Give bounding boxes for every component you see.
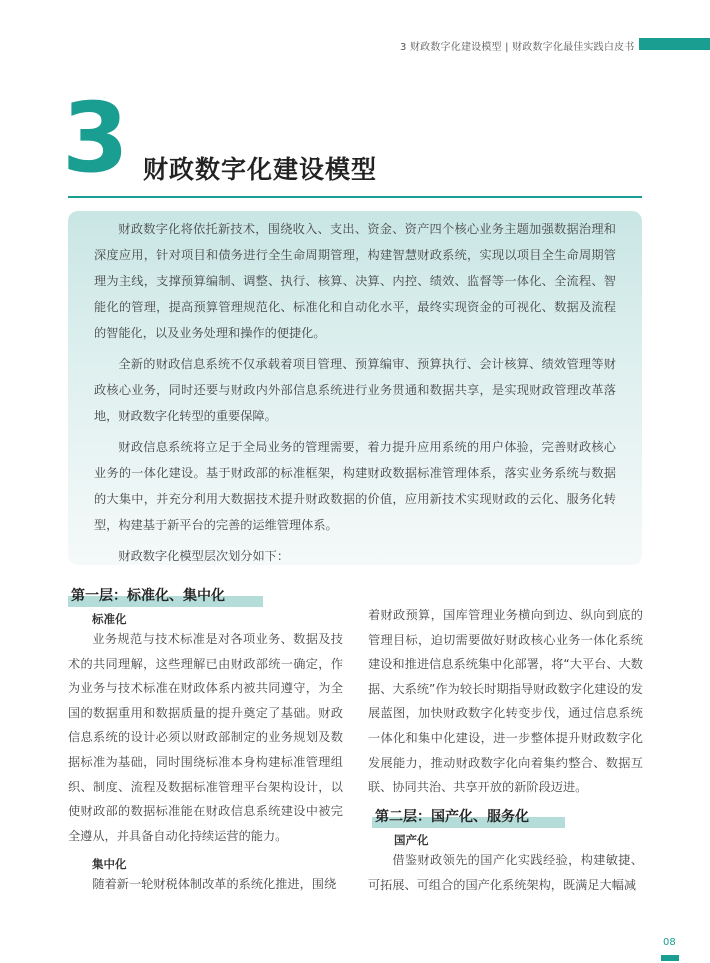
chapter-number: 3 (62, 82, 129, 194)
section2-heading-text: 第二层：国产化、服务化 (375, 809, 529, 825)
subsection-title-localization: 国产化 (394, 833, 429, 847)
title-divider (68, 196, 642, 198)
subsection-title-standardization: 标准化 (92, 612, 127, 626)
localization-text (368, 848, 643, 897)
centralization-text-cont (368, 603, 643, 800)
standardization-paragraph: 业务规范与技术标准是对各项业务、数据及技术的共同理解，这些理解已由财政部统一确定，作为业务与技术标准在财政体系内被共同遵守，为全国的数据重用和数据质量的提升奠定了基础。财政信息系统的设计必须以财政部制定的业务规划及数据标准为基础，同时围绕标准本身构建标准管理组织、制度、流程及数据标准管理平台架构设计，以使财政部的数据标准能在财政信息系统建设中被完全遵从，并具备自动化持续运营的能力。 (68, 632, 343, 843)
section1-heading (68, 583, 263, 609)
intro-text (94, 216, 616, 569)
intro-paragraph-1: 财政数字化将依托新技术，围绕收入、支出、资金、资产四个核心业务主题加强数据治理和深度应用，针对项目和债务进行全生命周期管理，构建智慧财政系统，实现以项目全生命周期管理为主线，支撑预算编制、调整、执行、核算、决算、内控、绩效、监督等一体化、全流程、智能化的管理，提高预算管理规范化、标准化和自动化水平，最终实现资金的可视化、数据及流程的智能化，以及业务处理和操作的便捷化。 (94, 222, 616, 340)
centralization-paragraph-cont: 着财政预算，国库管理业务横向到边、纵向到底的管理目标，迫切需要做好财政核心业务一体化系统建设和推进信息系统集中化部署，将“大平台、大数据、大系统”作为较长时期指导财政数字化建设的发展蓝图，加快财政数字化转变步伐，通过信息系统一体化和集中化建设，进一步整体提升财政数字化发展能力，推动财政数字化向着集约整合、数据互联、协同共治、共享开放的新阶段迈进。 (368, 608, 643, 795)
intro-paragraph-3: 财政信息系统将立足于全局业务的管理需要，着力提升应用系统的用户体验，完善财政核心业务的一体化建设。基于财政部的标准框架，构建财政数据标准管理体系，落实业务系统与数据的大集中，并充分利用大数据技术提升财政数据的价值，应用新技术实现财政的云化、服务化转型，构建基于新平台的完善的运维管理体系。 (94, 440, 616, 532)
intro-paragraph-4: 财政数字化模型层次划分如下： (118, 549, 290, 563)
page-number: 08 (663, 937, 676, 948)
intro-paragraph-2: 全新的财政信息系统不仅承载着项目管理、预算编审、预算执行、会计核算、绩效管理等财政核心业务，同时还要与财政内外部信息系统进行业务贯通和数据共享，是实现财政管理改革落地，财政数字化转型的重要保障。 (94, 357, 616, 423)
header-accent-bar (639, 38, 710, 50)
standardization-text (68, 627, 343, 848)
section2-heading (372, 804, 565, 830)
centralization-text (68, 872, 343, 897)
chapter-title: 财政数字化建设模型 (143, 155, 378, 184)
running-header: 3 财政数字化建设模型 | 财政数字化最佳实践白皮书 (400, 42, 635, 53)
localization-paragraph: 借鉴财政领先的国产化实践经验，构建敏捷、可拓展、可组合的国产化系统架构，既满足大幅减 (368, 853, 643, 892)
section1-heading-text: 第一层：标准化、集中化 (71, 588, 225, 604)
centralization-paragraph-start: 随着新一轮财税体制改革的系统化推进，围绕 (92, 877, 337, 891)
subsection-title-centralization: 集中化 (92, 857, 127, 871)
page-number-bar (661, 955, 679, 961)
